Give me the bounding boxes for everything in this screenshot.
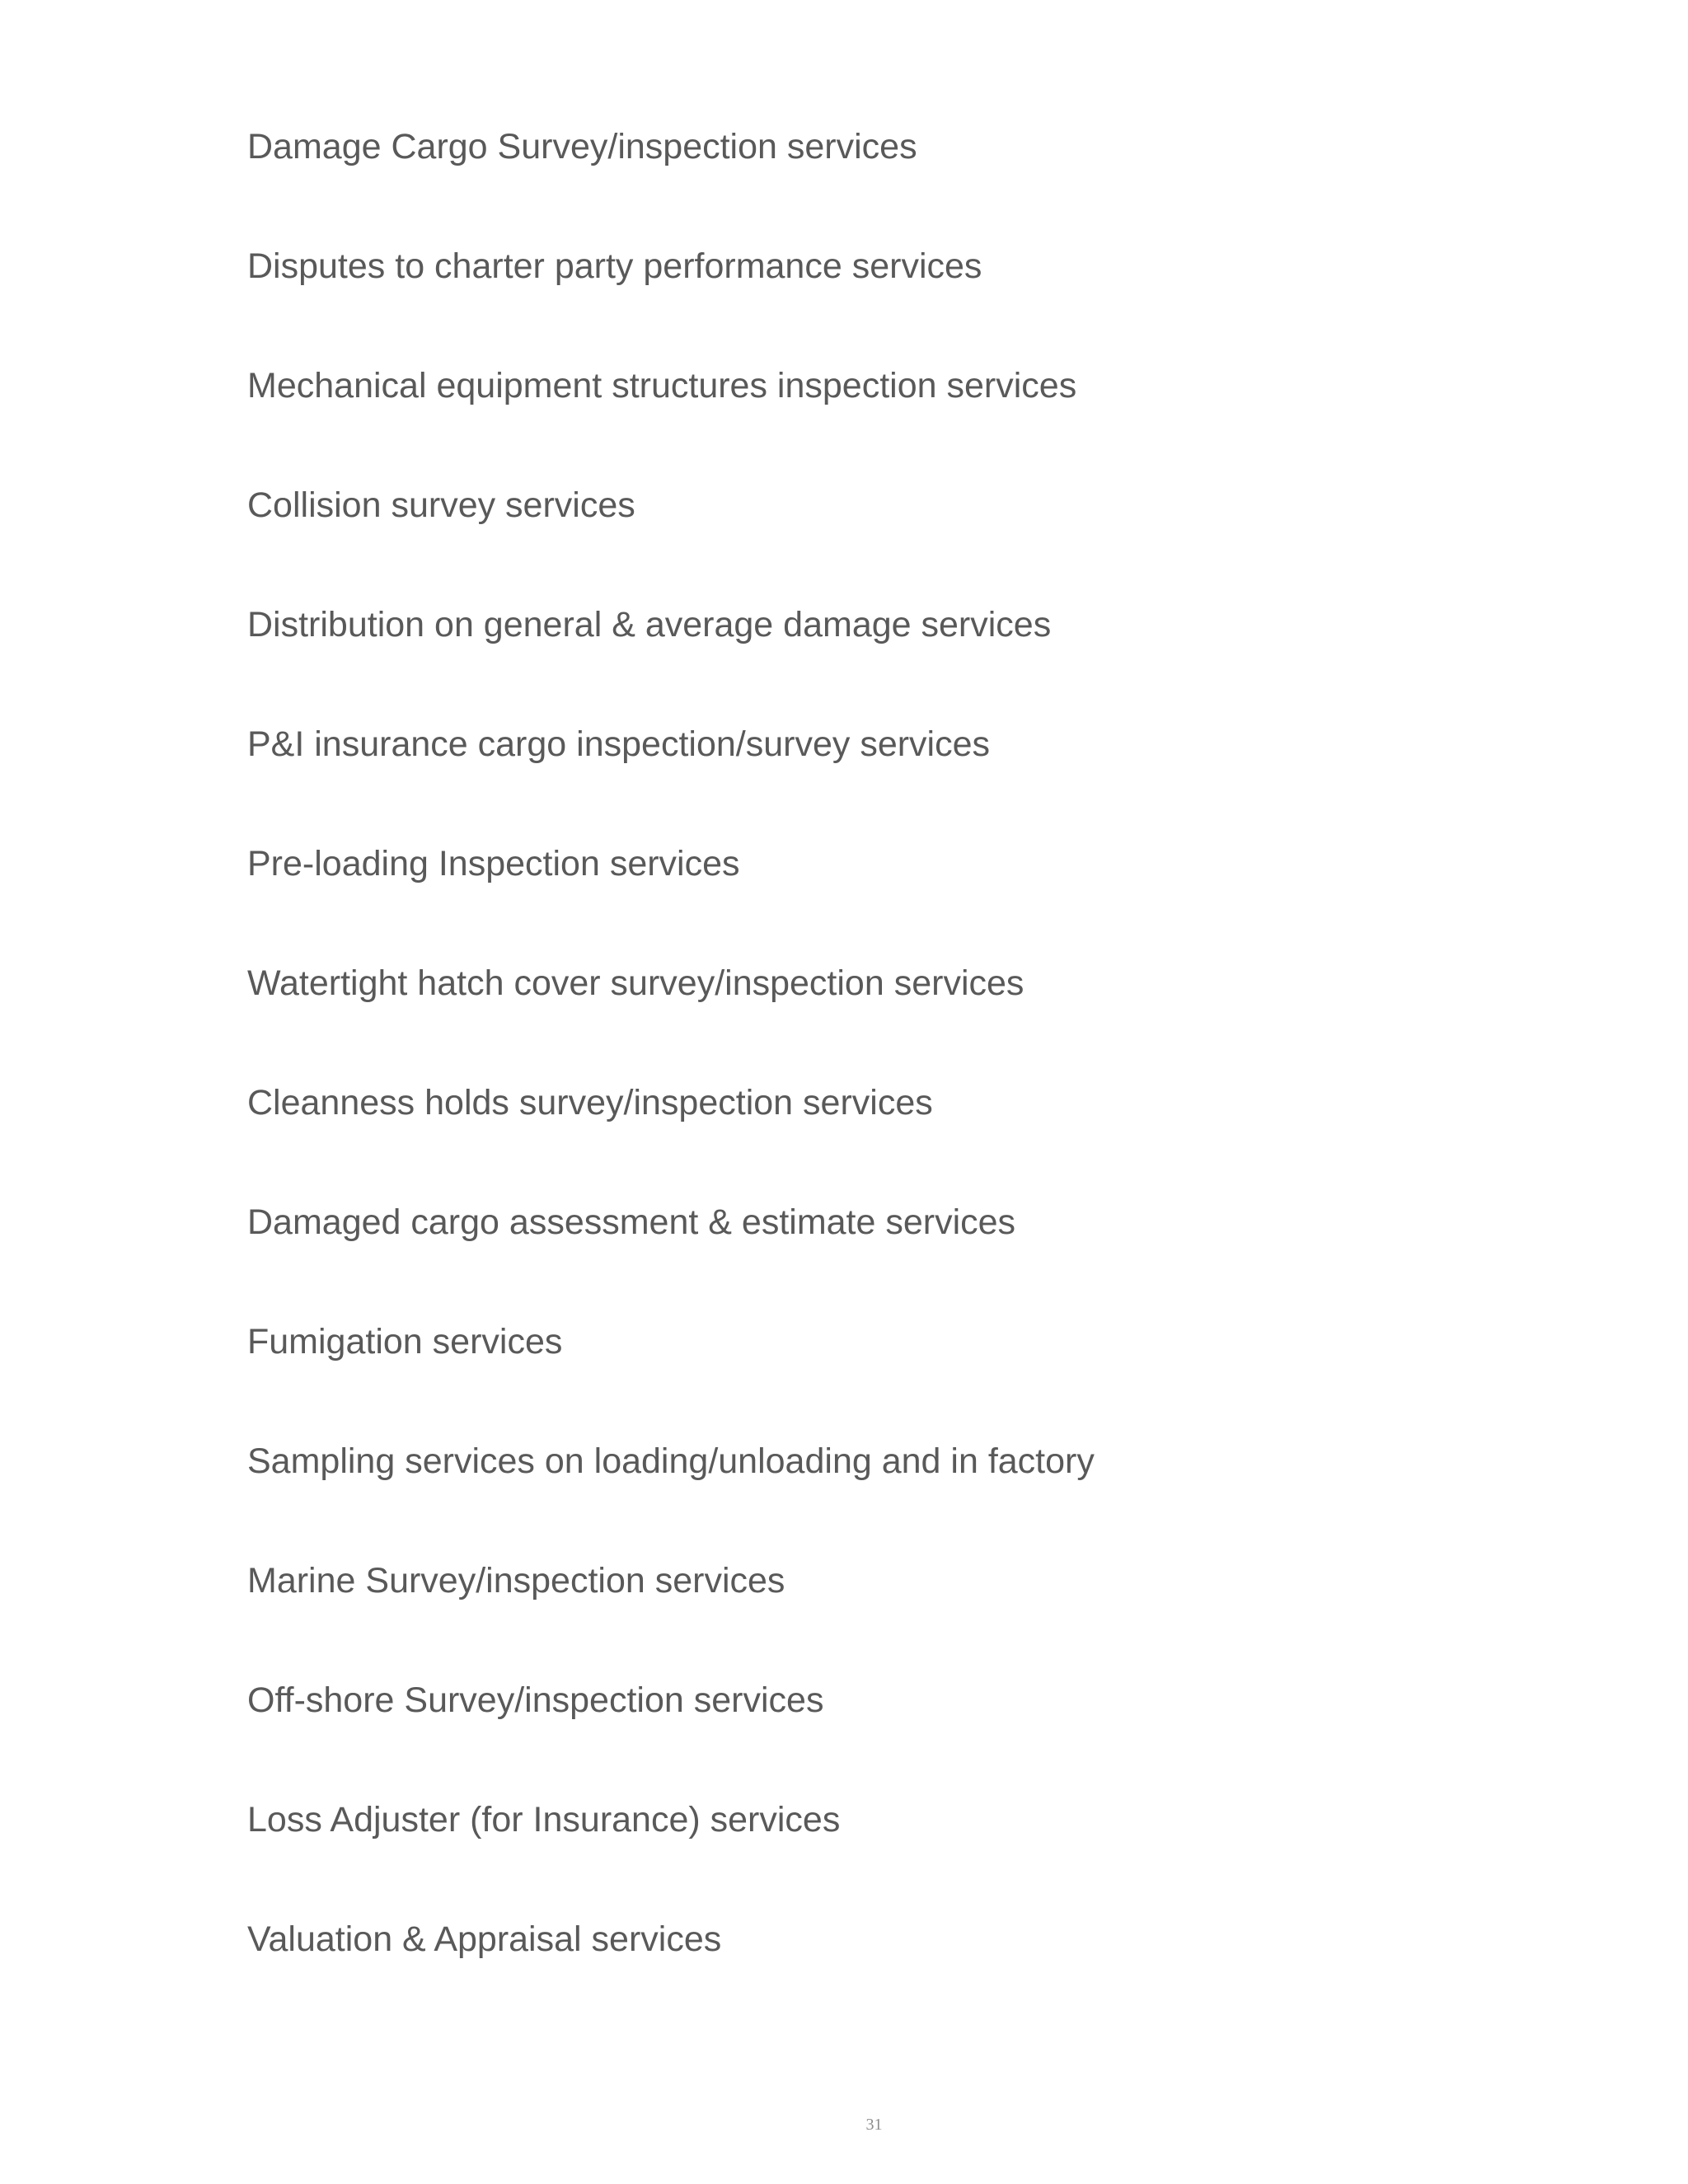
- list-item: Valuation & Appraisal services: [247, 1919, 722, 1959]
- list-item: Sampling services on loading/unloading and in factory: [247, 1441, 1095, 1481]
- list-item: Damaged cargo assessment & estimate services: [247, 1202, 1016, 1242]
- list-item: Collision survey services: [247, 485, 635, 525]
- list-item: Damage Cargo Survey/inspection services: [247, 127, 917, 166]
- list-item: Disputes to charter party performance services: [247, 246, 982, 286]
- list-item: Loss Adjuster (for Insurance) services: [247, 1800, 841, 1840]
- page-number: 31: [865, 2116, 883, 2134]
- list-item: Distribution on general & average damage services: [247, 605, 1052, 644]
- list-item: Marine Survey/inspection services: [247, 1561, 785, 1601]
- list-item: P&I insurance cargo inspection/survey services: [247, 724, 991, 764]
- list-item: Fumigation services: [247, 1322, 563, 1361]
- services-list: [247, 122, 1095, 2034]
- list-item: Mechanical equipment structures inspection services: [247, 366, 1077, 405]
- list-item: Watertight hatch cover survey/inspection services: [247, 963, 1025, 1003]
- list-item: Cleanness holds survey/inspection services: [247, 1083, 933, 1122]
- list-item: Pre-loading Inspection services: [247, 844, 740, 883]
- list-item: Off-shore Survey/inspection services: [247, 1680, 824, 1720]
